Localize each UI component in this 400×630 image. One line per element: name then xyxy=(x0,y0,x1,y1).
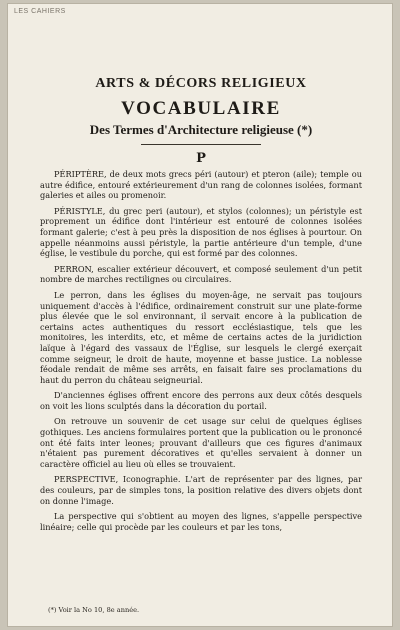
subtitle: Des Termes d'Architecture religieuse (*) xyxy=(89,122,313,137)
paragraph-inter-leones: On retrouve un souvenir de cet usage sur celui de quelques églises gothiques. Les anciens formulaires portent que la publication ou le prononcé ont été faits inter leones; prouvant d'ailleurs que ces figures d'animaux n'étaient pas purement décoratives et qu'elles servaient à donner un caractère officiel au lieu où elles se trouvaient. xyxy=(40,416,362,469)
section-letter: P xyxy=(196,151,206,166)
document-page xyxy=(8,4,392,626)
paragraph-perspective: PERSPECTIVE, Iconographie. L'art de représenter par des lignes, par des couleurs, par de simples tons, la position relative des divers objets dont on donne l'image. xyxy=(40,474,362,506)
article-body xyxy=(40,76,362,537)
corner-mark: LES CAHIERS xyxy=(14,8,66,15)
paragraph-perron-history: Le perron, dans les églises du moyen-âge, ne servait pas toujours uniquement d'accès à l'édifice, ordinairement construit sur une plate-forme plus élevée que le sol environnant, il servait encore à la publication de certains actes authentiques du ressort ecclésiastique, tels que les monitoires, les interdits, etc, et même de certains actes de la juridiction laïque à l'égard des vassaux de l'Église, sur lesquels le clergé exerçait comme seigneur, le droit de haute, moyenne et basse justice. La noblesse féodale rendait de même ses arrêts, en faisait faire ses proclamations du haut du perron du château seigneurial. xyxy=(40,289,362,385)
page-title: VOCABULAIRE xyxy=(121,98,281,119)
paragraph-peristyle: PÉRISTYLE, du grec peri (autour), et stylos (colonnes); un péristyle est proprement un édifice dont l'intérieur est entouré de colonnes isolées formant galerie; c'est à peu près la disposition de nos églises à pourtour. On appelle néanmoins aussi péristyle, la partie antérieure d'un temple, d'une église, le vestibule du porche, qui est formé par des colonnes. xyxy=(40,205,362,259)
section-title: ARTS & DÉCORS RELIGIEUX xyxy=(95,76,307,91)
divider xyxy=(141,144,261,145)
paragraph-perspective-linear: La perspective qui s'obtient au moyen des lignes, s'appelle perspective linéaire; celle qui procède par les couleurs et par les tons, xyxy=(40,511,362,532)
footnote: (*) Voir la No 10, 8e année. xyxy=(48,606,140,614)
paragraph-perron-lions: D'anciennes églises offrent encore des perrons aux deux côtés desquels on voit les lions sculptés dans la décoration du portail. xyxy=(40,390,362,411)
paragraph-perron: PERRON, escalier extérieur découvert, et composé seulement d'un petit nombre de marches rectilignes ou circulaires. xyxy=(40,263,362,285)
paragraph-peripteral: PÉRIPTÈRE, de deux mots grecs péri (autour) et pteron (aile); temple ou autre édifice, entouré extérieurement d'un rang de colonnes isolées, formant galeries et ailes ou promenoir. xyxy=(40,169,362,201)
